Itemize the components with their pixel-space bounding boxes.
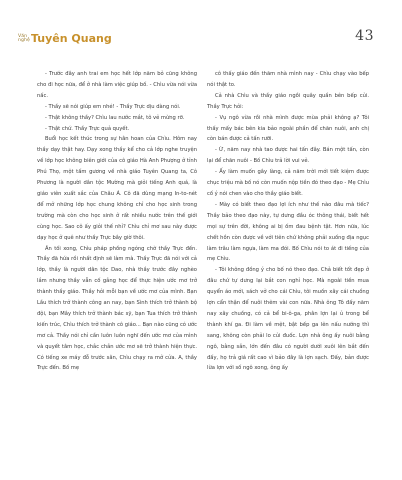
right-text-column <box>207 69 369 374</box>
paragraph: Buổi học kết thúc trong sự hân hoan của Chìu. Hôm nay thầy dạy thật hay. Dạy xong thầy kể cho cả lớp nghe truyện về lớp học không biên giới của cô giáo Hà Anh Phượng ở tỉnh Phú Thọ, một tấm gương về nhà giáo Tuyên Quang ta, Cô Phương là người dân tộc Mường mà giỏi tiếng Anh quá, là giáo viên xuất sắc của Châu Á. Cô đã dùng mạng In-to-nét để mở những lớp học chung không chỉ cho học sinh trong trường mà còn cho học sinh ở rất nhiều nước trên thế giới cùng học. Sao cô ấy giỏi thế nhỉ? Chìu chỉ mơ sau này được dạy học ở quê như thầy Trực bây giờ thôi. <box>37 136 197 241</box>
paragraph: - Ừ, năm nay nhà tao được hai tấn đây. Bán một tấn, còn lại để chăn nuôi - Bố Chìu trả lời vui vẻ. <box>207 147 369 165</box>
page-number: 43 <box>355 28 374 44</box>
paragraph: - Thật không thầy? Chìu lau nước mắt, tô vẻ mừng rỡ. <box>45 114 185 121</box>
paragraph: Ăn tối xong, Chìu pháp phồng ngóng chờ thầy Trực đến. Thầy đã hứa rồi nhất định sẽ làm mà. Thầy Trực đã nói với cả lớp, thầy là người dân tộc Dao, nhà thầy trước đây nghèo lắm nhưng thầy vẫn cố gắng học để thực hiện ước mơ trở thành thầy giáo. Thầy hỏi mỗi bạn về ước mơ của mình. Bạn Lầu thích trở thành công an nay, bạn Sình thích trở thành bộ đội, bạn Mây thích trở thành bác sỹ, bạn Tua thích trở thành kiến trúc, Chìu thích trở thành cô giáo... Bạn nào cũng có ước mơ cả. Thầy nói chỉ cần luôn luôn nghĩ đến ước mơ của mình và quyết tâm học, chắc chắn ước mơ sẽ trở thành hiện thực. Có tiếng xe máy đỗ trước sân, Chìu chạy ra mở cửa. A, thầy Trực đến. Bố mẹ <box>37 245 197 372</box>
logo-small-text <box>18 35 30 44</box>
logo-main-text: Tuyên Quang <box>30 32 112 45</box>
paragraph: Cả nhà Chìu và thầy giáo ngồi quây quần bên bếp củi. Thầy Trực hỏi: <box>207 92 369 110</box>
paragraph: cô thấy giáo đến thăm nhà mình nay - Chìu chạy vào bếp nói thật to. <box>207 71 369 88</box>
paragraph: - Vụ ngô vừa rồi nhà mình được mùa phải không ạ? Tôi thấy mấy bác bên kia bảo ngoài phần để chăn nuôi, anh chị còn bán được cả tấn rưỡi. <box>207 114 369 143</box>
paragraph: - Thật chứ. Thầy Trực quả quyết. <box>45 125 130 132</box>
paragraph: - Mày có biết theo đạo lợi ích như thế nào đâu mà tiếc? Thầy bảo theo đạo này, tự dưng đầu óc thông thái, biết hết mọi sự trên đời, không ai bị ốm đau bệnh tật. Hơn nữa, lúc chết hồn còn được về với tiên chứ không phải xuống địa ngục làm trâu làm ngựa, làm ma đói. Bố Chìu nói to át đi tiếng của mẹ Chìu. <box>207 201 369 263</box>
paragraph: - Ấy làm muốn gây làng, cả năm trời mới tiết kiệm được chục triệu mà bố nó còn muốn nộp tiền đó theo đạo - Mẹ Chìu cố ý nói chen vào cho thầy giáo biết. <box>207 169 369 197</box>
logo-small-top: Văn <box>18 33 28 39</box>
logo-small-bottom: nghệ <box>18 38 30 44</box>
left-text-column <box>37 69 197 374</box>
paragraph: - Tôi không đồng ý cho bố nó theo đạo. Chả biết tốt đẹp ở đâu chứ tự dưng lại bắt con nghỉ học. Mà ngoài tiền mua quyển áo mới, sách vở cho cái Chìu, tôi muốn xây cái chuồng lợn cẩn thận để nuôi thêm vài con nữa. Nhà ông Tô đấy năm nay xây chuồng, có cả bể bi-ô-ga, phân lợn lại ủ trong bể thành khí ga. Đi làm về mệt, bật bếp ga lên nấu nướng thì sang, không còn phải lo củi đuốc. Lợn nhà ông ấy nuôi bằng ngô, bằng sắn, lớn đến đâu có người dưới xuôi lên bắt đến đấy, họ trả giá rất cao vì bảo đây là lợn sạch. Đấy, bản được lừa lợn với số ngô xong, ông ấy <box>207 267 369 372</box>
paragraph: - Trước đây anh trai em học hết lớp năm bỏ cũng không cho đi học nữa, để ở nhà làm việc giúp bố. - Chìu vừa nói vừa nấc. <box>37 71 197 99</box>
page-header <box>0 0 402 48</box>
paragraph: - Thầy sẽ nói giúp em nhé! - Thầy Trực dịu dàng nói. <box>45 103 181 110</box>
magazine-logo <box>18 24 112 44</box>
